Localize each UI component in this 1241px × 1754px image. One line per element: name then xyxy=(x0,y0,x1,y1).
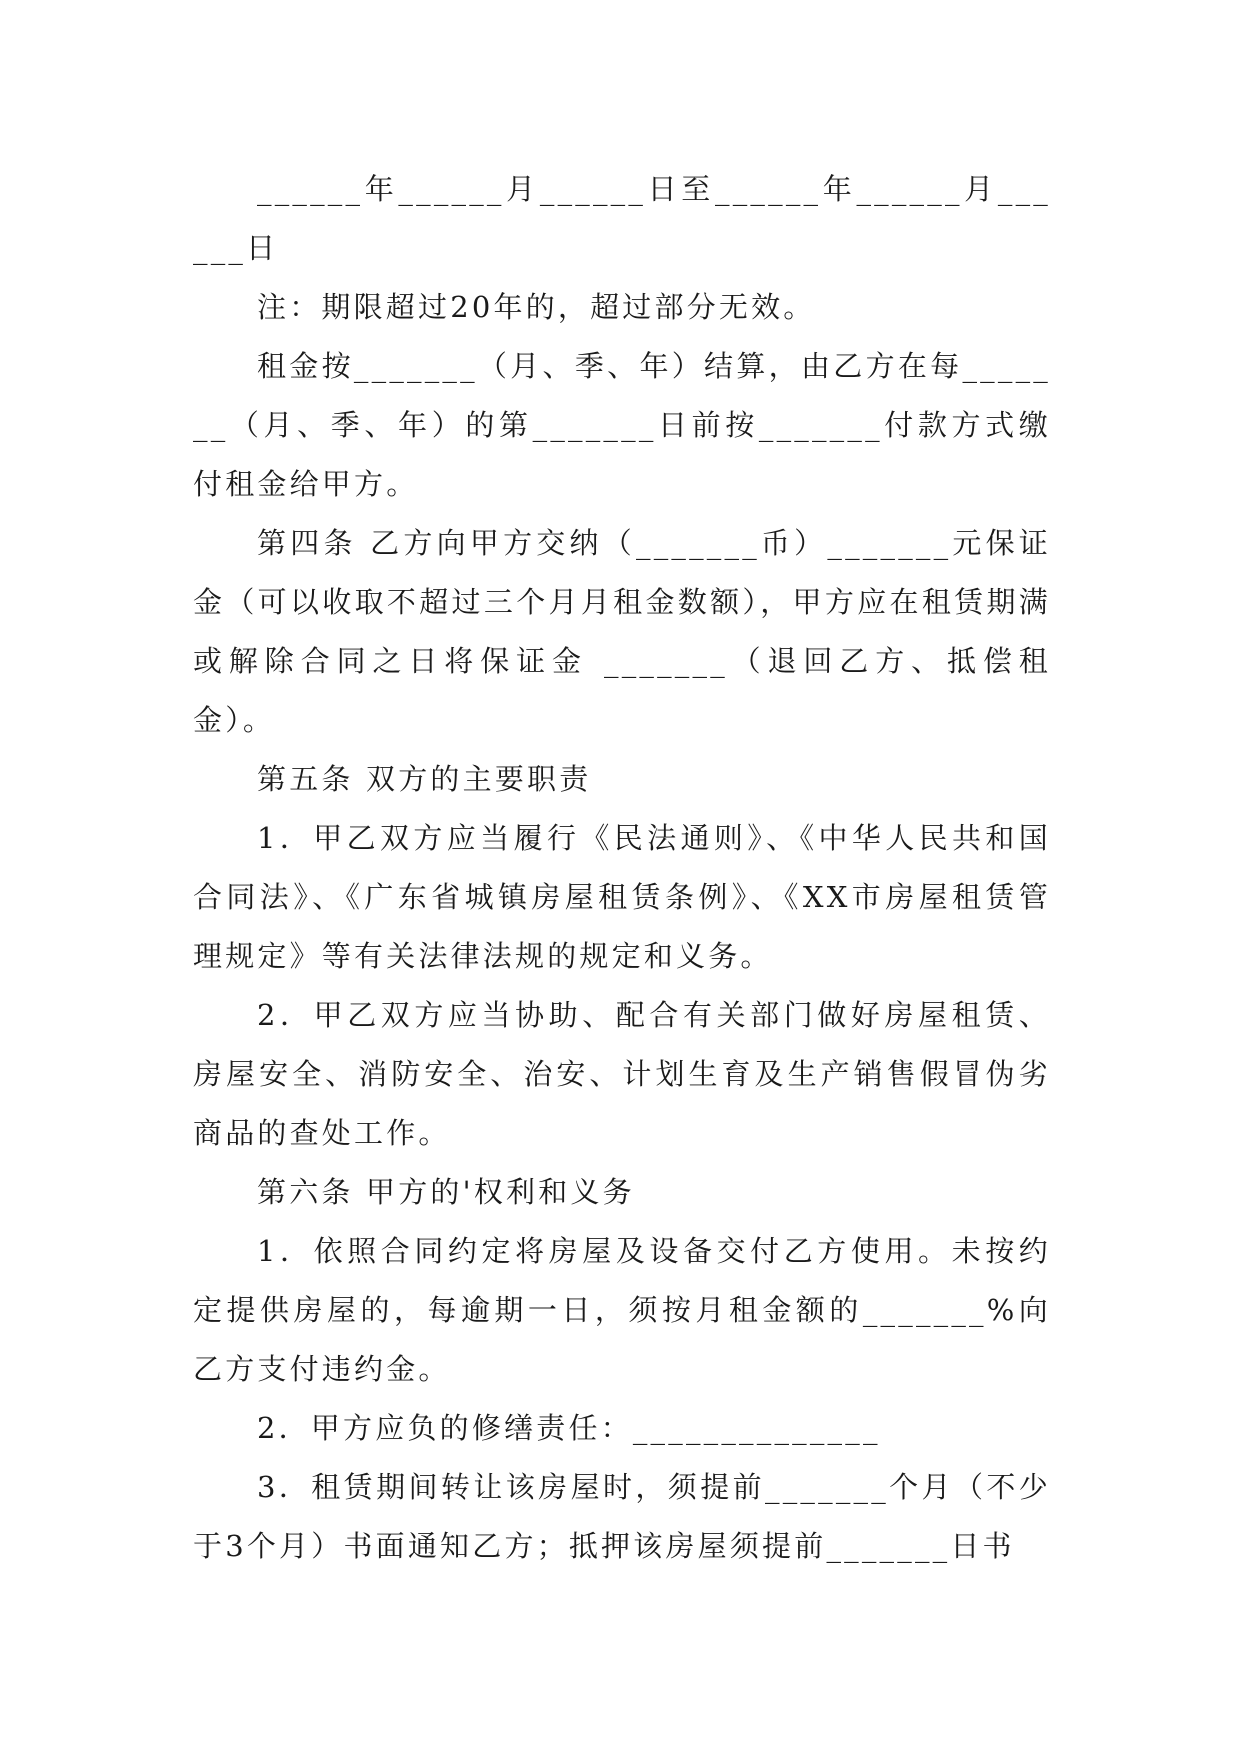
paragraph-article-6-item-1: 1．依照合同约定将房屋及设备交付乙方使用。未按约定提供房屋的，每逾期一日，须按月租金额的_______%向乙方支付违约金。 xyxy=(193,1234,1051,1386)
paragraph-article-5-item-2: 2．甲乙双方应当协助、配合有关部门做好房屋租赁、房屋安全、消防安全、治安、计划生育及生产销售假冒伪劣商品的查处工作。 xyxy=(193,998,1051,1150)
paragraph-article-5-item-1: 1．甲乙双方应当履行《民法通则》、《中华人民共和国合同法》、《广东省城镇房屋租赁条例》、《XX市房屋租赁管理规定》等有关法律法规的规定和义务。 xyxy=(193,821,1051,973)
paragraph-rent-settlement: 租金按_______（月、季、年）结算，由乙方在每_______（月、季、年）的第_______日前按_______付款方式缴付租金给甲方。 xyxy=(193,349,1051,501)
paragraph-article-6-item-3: 3．租赁期间转让该房屋时，须提前_______个月（不少于3个月）书面通知乙方；抵押该房屋须提前_______日书 xyxy=(193,1470,1051,1563)
document-body xyxy=(193,160,1051,1576)
paragraph-article-4-deposit: 第四条 乙方向甲方交纳（_______币）_______元保证金（可以收取不超过三个月月租金数额），甲方应在租赁期满或解除合同之日将保证金 _______（退回乙方、抵偿租金）。 xyxy=(193,526,1051,737)
paragraph-term-dates: ______年______月______日至______年______月______日 xyxy=(193,172,1051,265)
paragraph-term-note: 注：期限超过20年的，超过部分无效。 xyxy=(257,290,816,324)
heading-article-5: 第五条 双方的主要职责 xyxy=(257,762,592,796)
heading-article-6: 第六条 甲方的'权利和义务 xyxy=(257,1175,635,1209)
paragraph-article-6-item-2: 2．甲方应负的修缮责任：______________ xyxy=(257,1411,881,1445)
